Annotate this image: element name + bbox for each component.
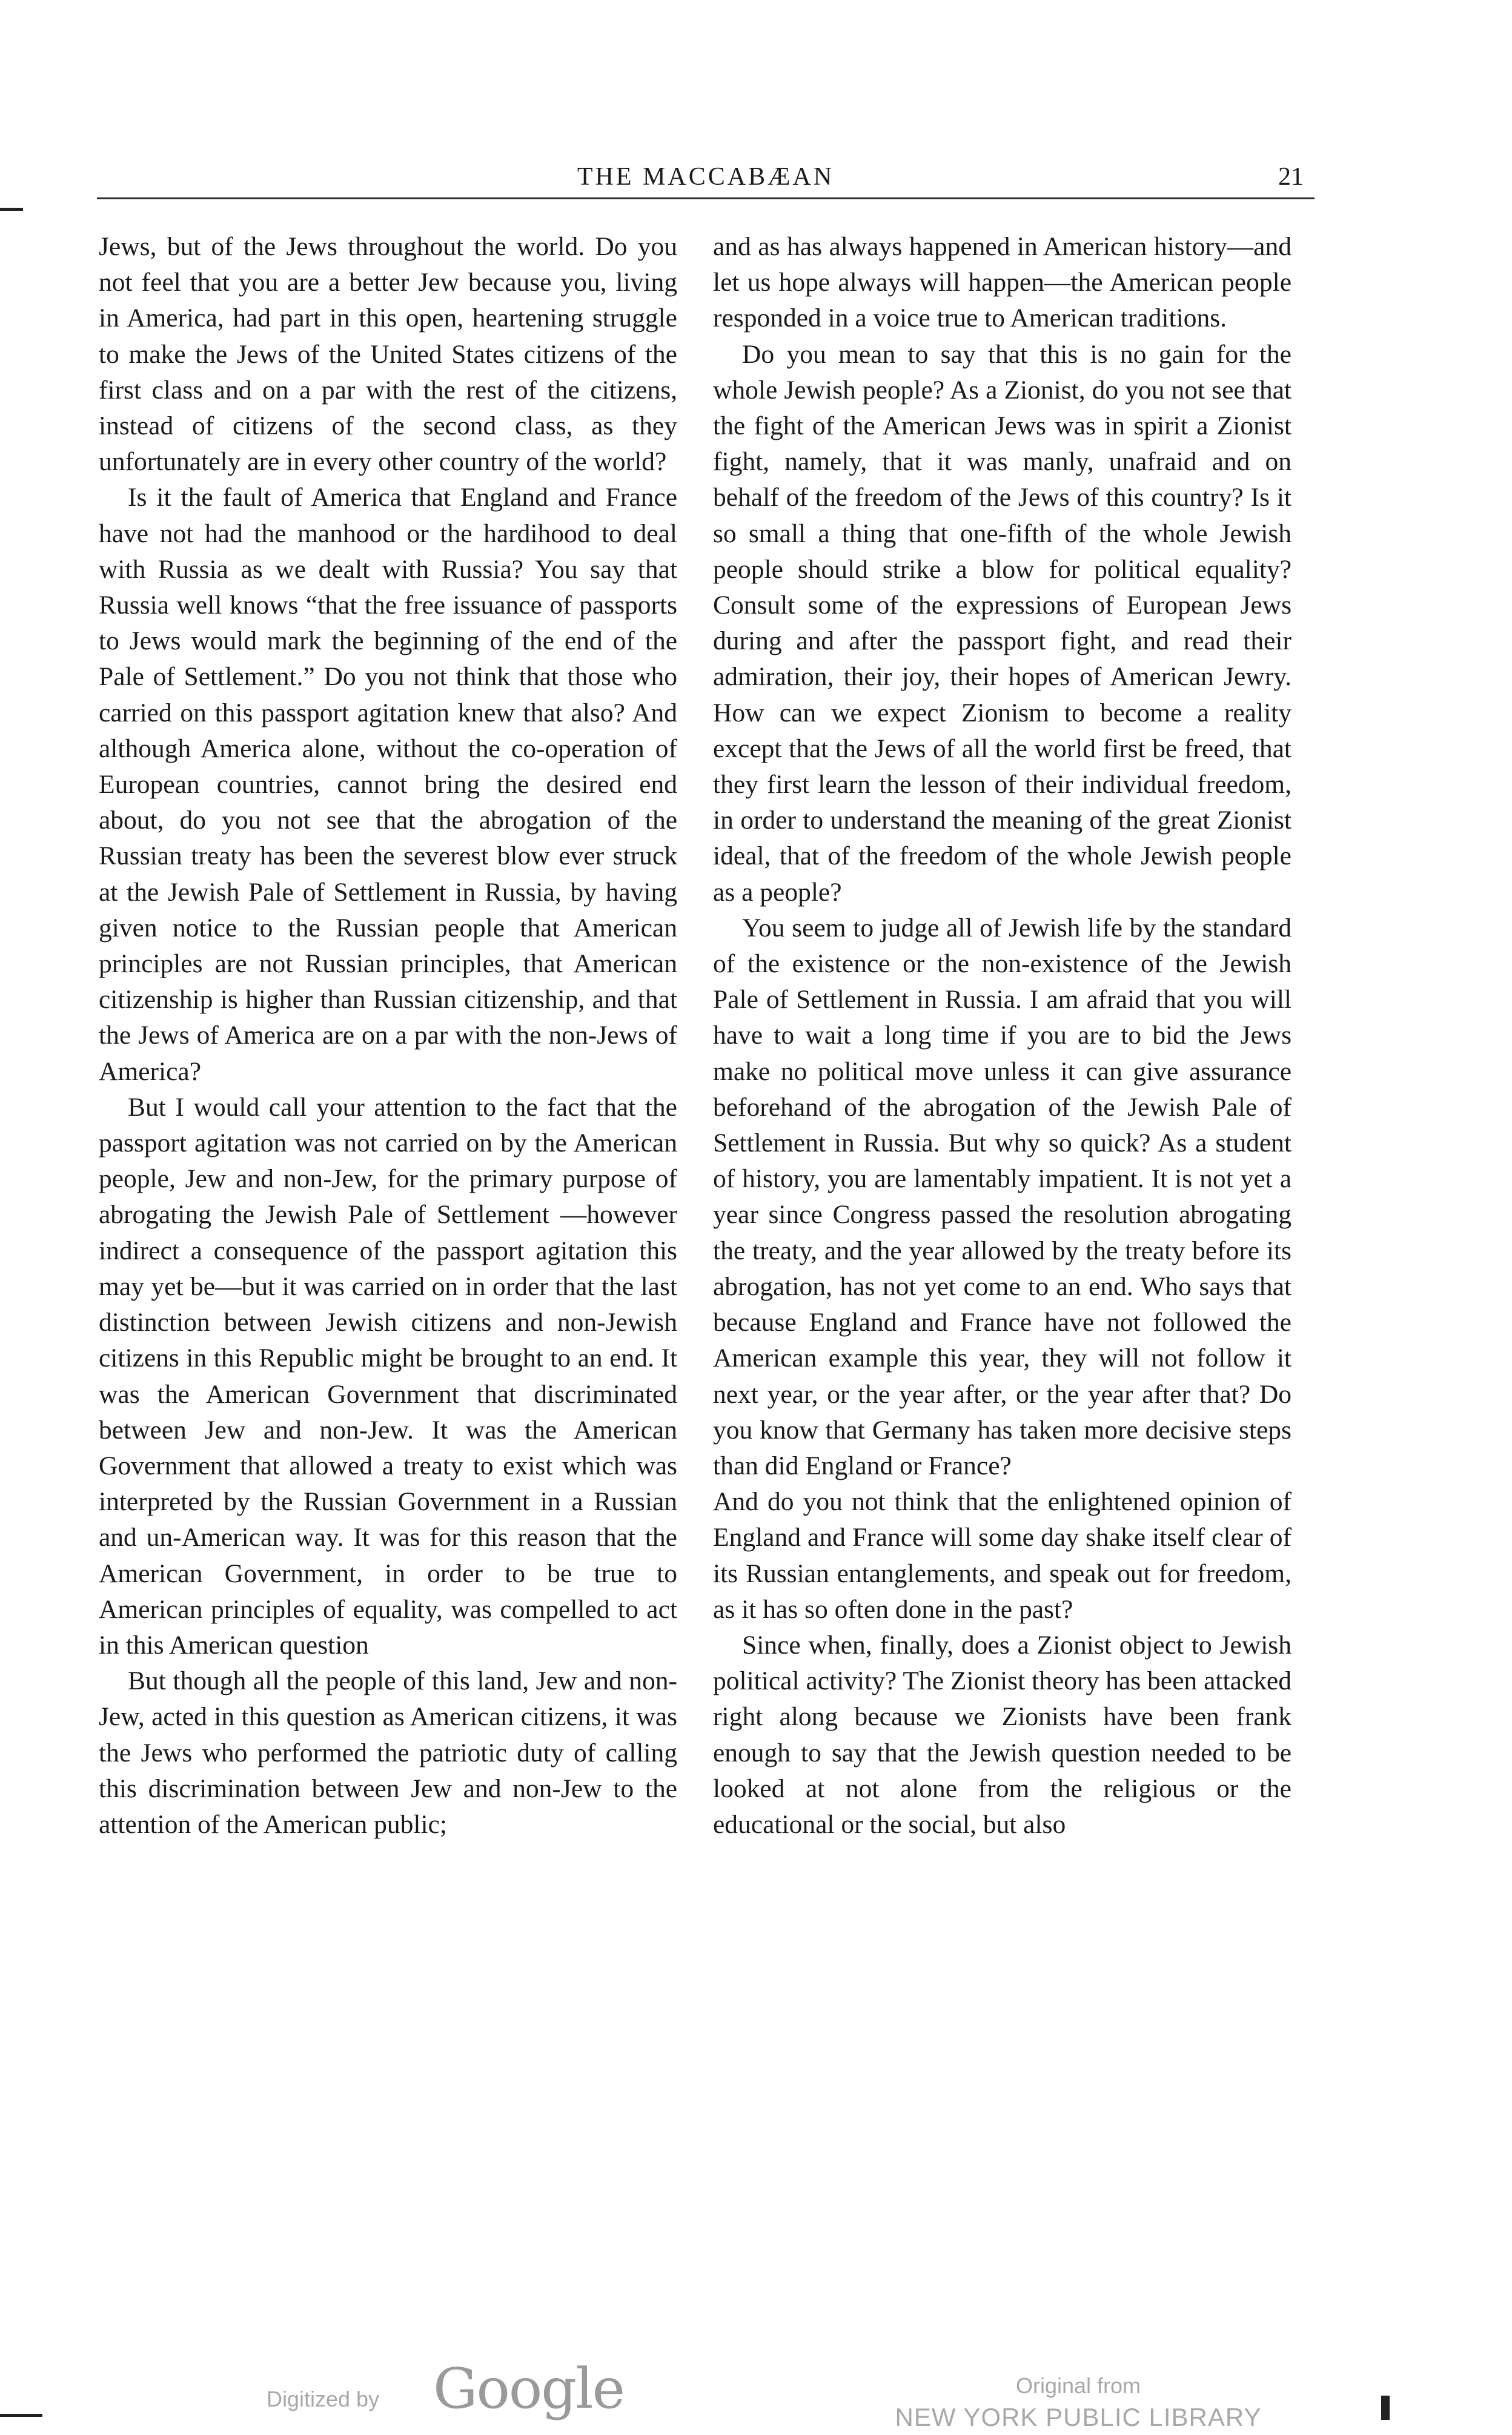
paragraph: You seem to judge all of Jewish life by the standard of the existence or the non-existence of the Jewish Pale of Settlement in Russia. I am afraid that you will have to wait a long time if you are to bid the Jews make no political move unless it can give assurance beforehand of the abrogation of the Jewish Pale of Settlement in Russia. But why so quick? As a student of history, you are lamentably impatient. It is not yet a year since Congress passed the resolution abrogating the treaty, and the year allowed by the treaty before its abrogation, has not yet come to an end. Who says that because England and France have not followed the American example this year, they will not follow it next year, or the year after, or the year after that? Do you know that Germany has taken more decisive steps than did England or France? [713,913,1292,1480]
library-name: NEW YORK PUBLIC LIBRARY [895,2403,1262,2431]
scan-mark-bottom-right [1381,2396,1390,2420]
paragraph: Do you mean to say that this is no gain for the whole Jewish people? As a Zionist, do you not see that the fight of the American Jews was in spirit a Zionist fight, namely, that it was manly, unafraid and on behalf of the freedom of the Jews of this country? Is it so small a thing that one-fifth of the whole Jewish people should strike a blow for political equality? Consult some of the expressions of European Jews during and after the passport fight, and read their admiration, their joy, their hopes of American Jewry. How can we expect Zionism to become a reality except that the Jews of all the world first be freed, that they first learn the lesson of their individual freedom, in order to understand the meaning of the great Zionist ideal, that of the freedom of the whole Jewish people as a people? [713,339,1292,907]
paragraph: Is it the fault of America that England and France have not had the manhood or the hardihood to deal with Russia as we dealt with Russia? You say that Russia well knows “that the free issuance of passports to Jews would mark the beginning of the end of the Pale of Settlement.” Do you not think that those who carried on this passport agitation knew that also? And although America alone, without the co-operation of European countries, cannot bring the desired end about, do you not see that the abrogation of the Russian treaty has been the severest blow ever struck at the Jewish Pale of Settlement in Russia, by having given notice to the Russian people that American principles are not Russian principles, that American citizenship is higher than Russian citizenship, and that the Jews of America are on a par with the non-Jews of America? [99,483,677,1086]
digitized-by-watermark [267,2356,691,2435]
running-head [97,159,1315,195]
scan-mark-bottom-left [0,2414,42,2417]
paragraph: Jews, but of the Jews throughout the world. Do you not feel that you are a better Jew because you, living in America, had part in this open, heartening struggle to make the Jews of the United States citizens of the first class and on a par with the rest of the citizens, instead of citizens of the second class, as they unfortunately are in every other country of the world? [99,232,677,477]
original-from-text: Original from [1015,2373,1141,2398]
right-column [713,229,1292,2325]
paragraph: But though all the people of this land, Jew and non-Jew, acted in this question as American citizens, it was the Jews who performed the patriotic duty of calling this discrimination between Jew and non-Jew to the attention of the American public; [99,1666,677,1839]
paragraph: Since when, finally, does a Zionist object to Jewish political activity? The Zionist theory has been attacked right along because we Zionists have been frank enough to say that the Jewish question needed to be looked at not alone from the religious or the educational or the social, but also [713,1630,1292,1839]
paragraph: But I would call your attention to the fact that the passport agitation was not carried on by the American people, Jew and non-Jew, for the primary purpose of abrogating the Jewish Pale of Settlement —however indirect a consequence of the passport agitation this may yet be—but it was carried on in order that the last distinction between Jewish citizens and non-Jewish citizens in this Republic might be brought to an end. It was the American Government that discriminated between Jew and non-Jew. It was the American Government that allowed a treaty to exist which was interpreted by the Russian Government in a Russian and un-American way. It was for this reason that the American Government, in order to be true to American principles of equality, was compelled to act in this American question [99,1092,677,1660]
left-column [99,229,677,2325]
google-logo: Google [433,2356,625,2421]
page-number: 21 [1278,163,1304,191]
paragraph: and as has always happened in American history—and let us hope always will happen—the American people responded in a voice true to American traditions. [713,232,1292,333]
scan-mark-top-left [0,208,23,211]
journal-title: THE MACCABÆAN [577,163,835,191]
header-rule [97,197,1315,199]
paragraph: And do you not think that the enlightened opinion of England and France will some day shake itself clear of its Russian entanglements, and speak out for freedom, as it has so often done in the past? [713,1487,1292,1624]
source-watermark [860,2371,1296,2434]
digitized-by-text: Digitized by [267,2387,380,2411]
